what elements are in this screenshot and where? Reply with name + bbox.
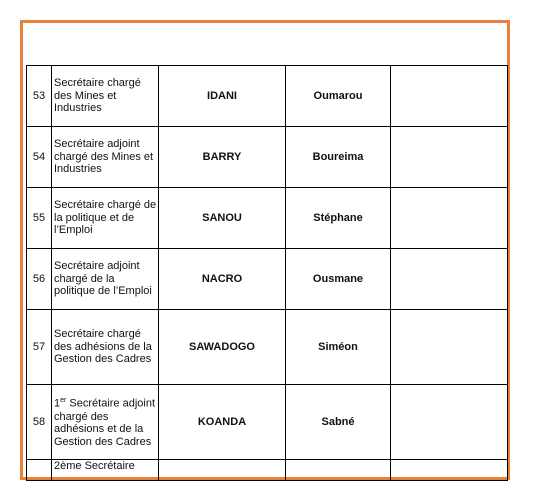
row-number: 58 [27, 385, 52, 460]
role-cell: Secrétaire chargé de la politique et de l’Emploi [52, 188, 159, 249]
role-cell: 2ème Secrétaire [52, 460, 159, 481]
last-name-cell [159, 460, 286, 481]
empty-cell [391, 310, 508, 385]
table-row [27, 127, 508, 188]
row-number: 55 [27, 188, 52, 249]
table-row [27, 249, 508, 310]
role-cell: Secrétaire adjoint chargé de la politique de l’Emploi [52, 249, 159, 310]
last-name-cell: BARRY [159, 127, 286, 188]
first-name-cell: Oumarou [286, 66, 391, 127]
role-text: Secrétaire adjoint chargé des adhésions et de la Gestion des Cadres [54, 398, 156, 448]
last-name-cell: NACRO [159, 249, 286, 310]
empty-cell [391, 188, 508, 249]
first-name-cell: Sabné [286, 385, 391, 460]
role-cell: Secrétaire chargé des Mines et Industries [52, 66, 159, 127]
empty-cell [391, 66, 508, 127]
first-name-cell [286, 460, 391, 481]
role-cell [52, 385, 159, 460]
row-number: 53 [27, 66, 52, 127]
last-name-cell: SANOU [159, 188, 286, 249]
table-row [27, 188, 508, 249]
row-number: 56 [27, 249, 52, 310]
empty-cell [391, 127, 508, 188]
empty-cell [391, 249, 508, 310]
role-ordinal: 1 [54, 398, 61, 411]
first-name-cell: Stéphane [286, 188, 391, 249]
role-ordinal-suffix: er [60, 397, 67, 405]
last-name-cell: KOANDA [159, 385, 286, 460]
first-name-cell: Siméon [286, 310, 391, 385]
row-number [27, 460, 52, 481]
last-name-cell: SAWADOGO [159, 310, 286, 385]
role-cell: Secrétaire chargé des adhésions de la Gestion des Cadres [52, 310, 159, 385]
first-name-cell: Boureima [286, 127, 391, 188]
table-row [27, 460, 508, 481]
role-cell: Secrétaire adjoint chargé des Mines et Industries [52, 127, 159, 188]
row-number: 54 [27, 127, 52, 188]
first-name-cell: Ousmane [286, 249, 391, 310]
table-row [27, 385, 508, 460]
empty-cell [391, 460, 508, 481]
members-table [26, 65, 508, 481]
table-row [27, 310, 508, 385]
last-name-cell: IDANI [159, 66, 286, 127]
empty-cell [391, 385, 508, 460]
row-number: 57 [27, 310, 52, 385]
table-row [27, 66, 508, 127]
